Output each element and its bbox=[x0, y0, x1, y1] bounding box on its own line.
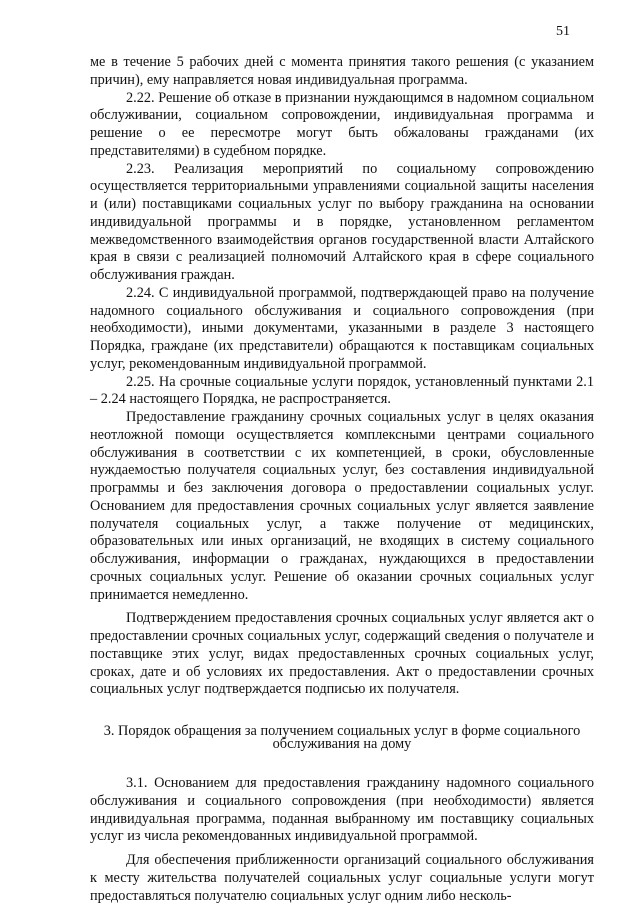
paragraph-2-25: 2.25. На срочные социальные услуги порядок, установленный пунктами 2.1 – 2.24 настоящего Порядка, не распространяется. bbox=[90, 373, 594, 408]
paragraph-proximity: Для обеспечения приближенности организаций социального обслуживания к месту жительства получателей социальных услуг социальные услуги могут предоставляться получателю социальных услуг одним либо несколь- bbox=[90, 852, 594, 904]
paragraph-3-1: 3.1. Основанием для предоставления гражданину надомного социального обслуживания и социального сопровождения (при необходимости) является индивидуальная программа, поданная выбранному им поставщику социальных услуг из числа рекомендованных индивидуальной программой. bbox=[90, 775, 594, 845]
section-heading: 3. Порядок обращения за получением социальных услуг в форме социального обслуживания на дому bbox=[103, 723, 581, 752]
paragraph-2-22: 2.22. Решение об отказе в признании нуждающимся в надомном социальном обслуживании, социальном сопровождении, индивидуальная программа и решение о ее пересмотре могут быть обжалованы гражданами (их представителями) в судебном порядке. bbox=[90, 89, 594, 159]
page-number: 51 bbox=[556, 24, 570, 39]
paragraph-2-23: 2.23. Реализация мероприятий по социальному сопровождению осуществляется территориальными управлениями социальной защиты населения и (или) поставщиками социальных услуг по выбору гражданина на основании индивидуальной программы и в порядке, установленном регламентом межведомственного взаимодействия органов государственной власти Алтайского края в связи с реализацией полномочий Алтайского края в сфере социального обслуживания граждан. bbox=[90, 160, 594, 283]
paragraph-urgent-confirmation: Подтверждением предоставления срочных социальных услуг является акт о предоставлении срочных социальных услуг, содержащий сведения о получателе и поставщике этих услуг, видах предоставленных срочных социальных услуг, сроках, дате и об условиях их предоставления. Акт о предоставлении срочных социальных услуг подтверждается подписью их получателя. bbox=[90, 610, 594, 698]
paragraph-2-24: 2.24. С индивидуальной программой, подтверждающей право на получение надомного социального обслуживания и социального сопровождения (при необходимости), иными документами, указанными в разделе 3 настоящего Порядка, граждане (их представители) обращаются к поставщикам социальных услуг, рекомендованным индивидуальной программой. bbox=[90, 284, 594, 372]
paragraph-urgent-services: Предоставление гражданину срочных социальных услуг в целях оказания неотложной помощи осуществляется комплексными центрами социального обслуживания в соответствии с их компетенцией, в сроки, обусловленные нуждаемостью получателя социальных услуг, без составления индивидуальной программы и без заключения договора о предоставлении социальных услуг. Основанием для предоставления срочных социальных услуг является заявление получателя социальных услуг, а также получение от медицинских, образовательных или иных организаций, не входящих в систему социального обслуживания, информации о гражданах, нуждающихся в предоставлении срочных социальных услуг. Решение об оказании срочных социальных услуг принимается немедленно. bbox=[90, 409, 594, 603]
paragraph-continuation: ме в течение 5 рабочих дней с момента принятия такого решения (с указанием причин), ему направляется новая индивидуальная программа. bbox=[90, 54, 594, 88]
document-body bbox=[90, 54, 594, 905]
